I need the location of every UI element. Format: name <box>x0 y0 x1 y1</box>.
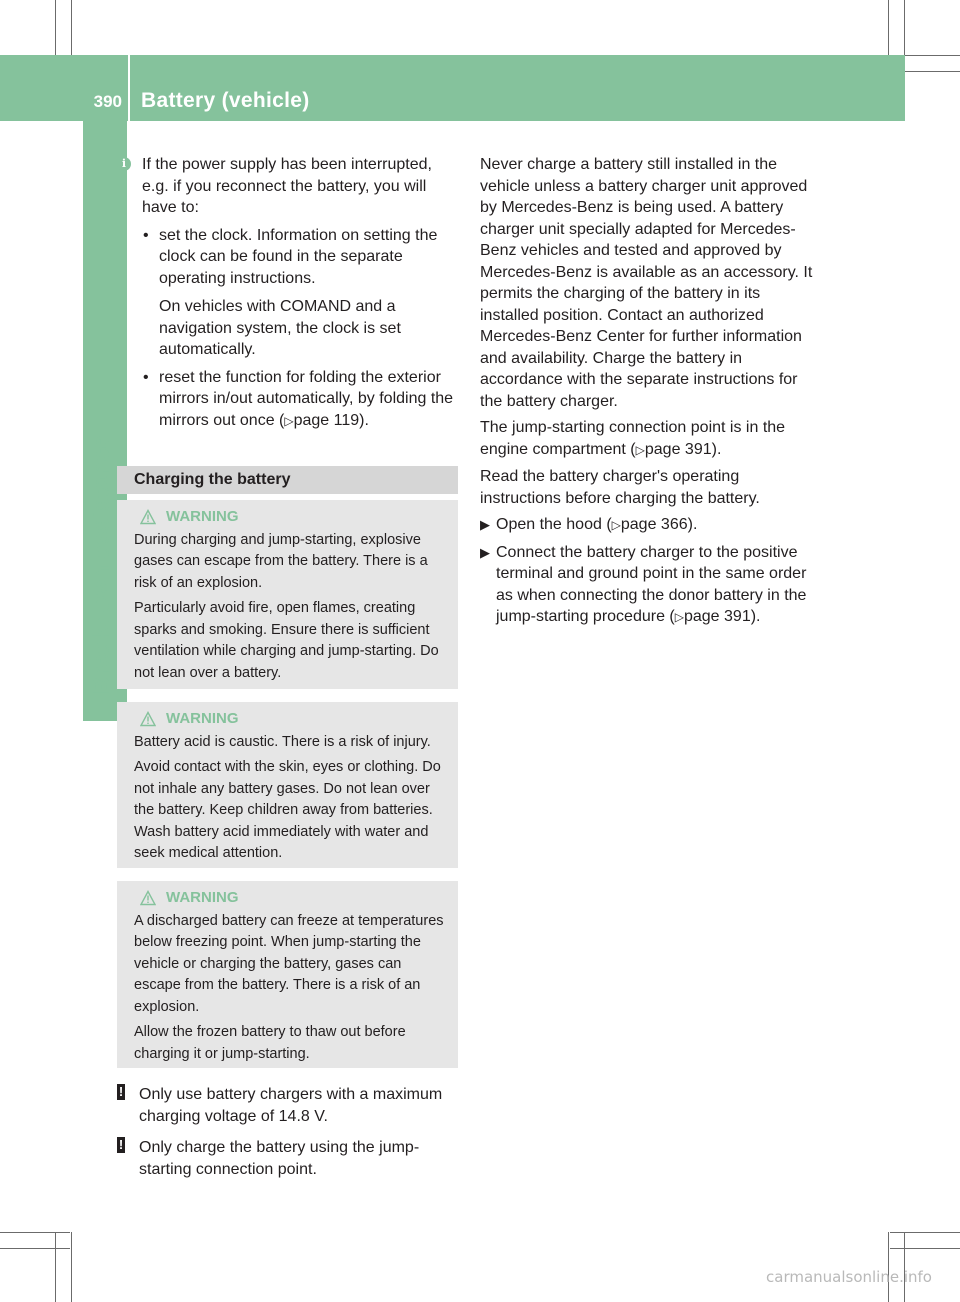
warning-triangle-icon <box>140 711 156 727</box>
notice-text: Only charge the battery using the jump-starting connection point. <box>139 1139 420 1178</box>
page-ref-arrow-icon: ▷ <box>674 610 684 624</box>
page-ref-arrow-icon: ▷ <box>611 518 621 532</box>
bullet-icon: • <box>143 368 149 386</box>
crop-mark <box>55 1232 56 1302</box>
notice <box>117 1084 462 1127</box>
warning-text: A discharged battery can freeze at temperatures below freezing point. When jump-starting the vehicle or charging the battery, gases can escape from the battery. There is a risk of an explosion. <box>134 912 444 1015</box>
warning-text: Allow the frozen battery to thaw out before charging it or jump-starting. <box>134 1024 406 1062</box>
exclamation-icon: ! <box>118 1084 124 1099</box>
crop-mark <box>890 1248 960 1249</box>
crop-mark <box>888 1232 889 1302</box>
warning-box <box>117 702 458 868</box>
crop-mark <box>904 1232 905 1302</box>
page-number: 390 <box>93 92 122 111</box>
warning-box <box>117 881 458 1068</box>
exclamation-icon: ! <box>118 1137 124 1152</box>
info-icon: i <box>117 157 131 171</box>
info-section <box>117 154 462 432</box>
side-tab-label: Breakdown assistance <box>88 435 115 694</box>
step-arrow-icon: ▶ <box>480 517 490 532</box>
warning-title: WARNING <box>140 506 452 528</box>
crop-mark <box>890 1232 960 1233</box>
bullet-text: set the clock. Information on setting the clock can be found in the separate operating instructions. <box>159 226 438 287</box>
notice-text: Only use battery chargers with a maximum charging voltage of 14.8 V. <box>139 1086 443 1125</box>
body-paragraph: Read the battery charger's operating instructions before charging the battery. <box>480 468 760 507</box>
warning-text: Particularly avoid fire, open flames, creating sparks and smoking. Ensure there is sufficient ventilation while charging and jump-starting. Do not lean over a battery. <box>134 600 439 681</box>
bullet-subtext: On vehicles with COMAND and a navigation system, the clock is set automatically. <box>159 298 401 358</box>
warning-title: WARNING <box>140 887 452 909</box>
warning-title: WARNING <box>140 708 452 730</box>
page-ref-arrow-icon: ▷ <box>635 442 645 457</box>
warning-text: Avoid contact with the skin, eyes or clothing. Do not inhale any battery gases. Do not lean over the battery. Keep children away from batteries. Wash battery acid immediately with water and seek medical attention. <box>134 759 441 861</box>
section-heading: Charging the battery <box>134 471 291 488</box>
warning-text: During charging and jump-starting, explosive gases can escape from the battery. There is a risk of an explosion. <box>134 531 428 591</box>
bullet-icon: • <box>143 226 149 244</box>
info-intro: If the power supply has been interrupted, e.g. if you reconnect the battery, you will have to: <box>142 156 432 216</box>
crop-mark <box>0 1248 70 1249</box>
notice <box>117 1137 462 1180</box>
list-item <box>117 225 462 361</box>
instruction-step: ▶ Open the hood (▷page 366). <box>480 514 820 537</box>
crop-mark <box>0 1232 70 1233</box>
page-ref-arrow-icon: ▷ <box>284 413 294 428</box>
instruction-step: ▶ Connect the battery charger to the positive terminal and ground point in the same order as when connecting the donor battery in the jump-starting procedure (▷page 391). <box>480 543 807 625</box>
info-note <box>117 154 462 219</box>
page-ref-link[interactable]: page 366 <box>620 516 688 533</box>
warning-triangle-icon <box>140 509 156 525</box>
page-ref-link[interactable]: page 391 <box>644 440 712 458</box>
warning-triangle-icon <box>140 890 156 906</box>
step-arrow-icon: ▶ <box>480 544 490 560</box>
section-title: Battery (vehicle) <box>141 89 310 112</box>
warning-text: Battery acid is caustic. There is a risk of injury. <box>134 733 431 750</box>
page-ref-link[interactable]: page 119 <box>293 411 360 429</box>
bullet-text: reset the function for folding the exterior mirrors in/out automatically, by folding the mirrors out once (▷page 119). <box>159 368 454 429</box>
warning-box <box>117 500 458 689</box>
crop-mark <box>71 1232 72 1302</box>
header-bar <box>0 55 905 121</box>
right-column <box>480 154 820 634</box>
header-divider <box>128 55 130 121</box>
list-item <box>117 367 462 433</box>
page-ref-link[interactable]: page 391 <box>683 608 751 625</box>
body-paragraph: Never charge a battery still installed in the vehicle unless a battery charger unit approved by Mercedes-Benz is being used. A battery charger unit specially adapted for Mercedes-Benz vehicles and tested and approved by Mercedes-Benz is available as an accessory. It permits the charging of the battery in its installed position. Contact an authorized Mercedes-Benz Center for further information and availability. Charge the battery in accordance with the separate instructions for the battery charger. <box>480 156 813 410</box>
watermark: carmanualsonline.info <box>766 1268 932 1286</box>
body-paragraph: The jump-starting connection point is in the engine compartment (▷page 391). <box>480 419 786 458</box>
